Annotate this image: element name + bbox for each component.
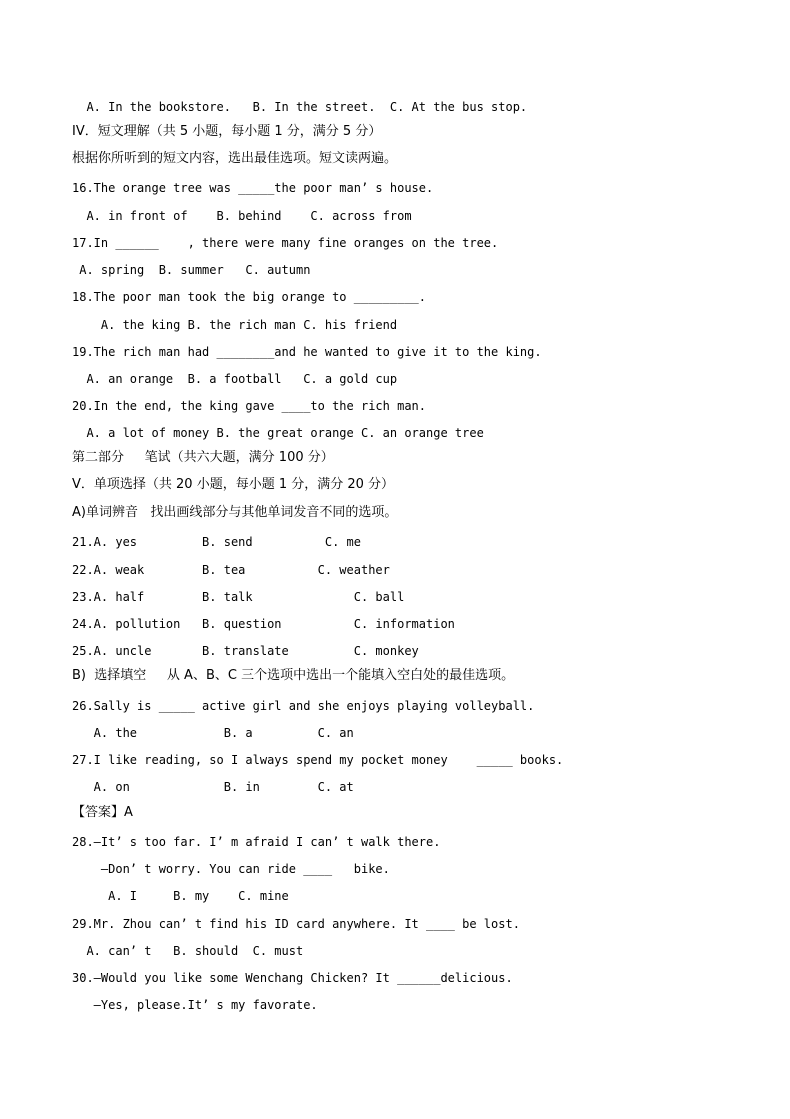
q29-question: 29.Mr. Zhou can’ t find his ID card anywhere. It ____ be lost. xyxy=(72,917,520,931)
q18-question: 18.The poor man took the big orange to _________. xyxy=(72,290,427,304)
q26-question: 26.Sally is _____ active girl and she enjoys playing volleyball. xyxy=(72,699,535,713)
q27-question: 27.I like reading, so I always spend my pocket money _____ books. xyxy=(72,753,564,767)
q28-options: A. I B. my C. mine xyxy=(72,889,289,903)
q27-options: A. on B. in C. at xyxy=(72,780,354,794)
q27-answer: 【答案】A xyxy=(72,805,133,820)
q24-row: 24.A. pollution B. question C. information xyxy=(72,617,455,631)
q28-question: 28.—It’ s too far. I’ m afraid I can’ t walk there. xyxy=(72,835,441,849)
q30-response: —Yes, please.It’ s my favorate. xyxy=(72,998,318,1012)
q19-question: 19.The rich man had ________and he wanted to give it to the king. xyxy=(72,345,542,359)
section-iv-heading: IV．短文理解（共 5 小题，每小题 1 分，满分 5 分） xyxy=(72,124,382,139)
q28-response: —Don’ t worry. You can ride ____ bike. xyxy=(72,862,390,876)
q16-question: 16.The orange tree was _____the poor man’ s house. xyxy=(72,181,434,195)
section-b-instruction: B) 选择填空 从 A、B、C 三个选项中选出一个能填入空白处的最佳选项。 xyxy=(72,668,515,683)
q29-options: A. can’ t B. should C. must xyxy=(72,944,304,958)
section-v-heading: V．单项选择（共 20 小题，每小题 1 分，满分 20 分） xyxy=(72,477,395,492)
q17-options: A. spring B. summer C. autumn xyxy=(72,263,311,277)
q30-question: 30.—Would you like some Wenchang Chicken? It ______delicious. xyxy=(72,971,513,985)
q19-options: A. an orange B. a football C. a gold cup xyxy=(72,372,398,386)
q26-options: A. the B. a C. an xyxy=(72,726,354,740)
section-a-instruction: A)单词辨音 找出画线部分与其他单词发音不同的选项。 xyxy=(72,505,398,520)
section-iv-instruction: 根据你所听到的短文内容，选出最佳选项。短文读两遍。 xyxy=(72,151,398,166)
q18-options: A. the king B. the rich man C. his friend xyxy=(72,318,398,332)
q16-options: A. in front of B. behind C. across from xyxy=(72,209,412,223)
q23-row: 23.A. half B. talk C. ball xyxy=(72,590,405,604)
q21-row: 21.A. yes B. send C. me xyxy=(72,535,361,549)
q25-row: 25.A. uncle B. translate C. monkey xyxy=(72,644,419,658)
q20-question: 20.In the end, the king gave ____to the rich man. xyxy=(72,399,427,413)
q15-options: A. In the bookstore. B. In the street. C. At the bus stop. xyxy=(72,100,528,114)
part-two-heading: 第二部分 笔试（共六大题，满分 100 分） xyxy=(72,450,334,465)
q17-question: 17.In ______ , there were many fine oranges on the tree. xyxy=(72,236,499,250)
q22-row: 22.A. weak B. tea C. weather xyxy=(72,563,390,577)
q20-options: A. a lot of money B. the great orange C. an orange tree xyxy=(72,426,484,440)
